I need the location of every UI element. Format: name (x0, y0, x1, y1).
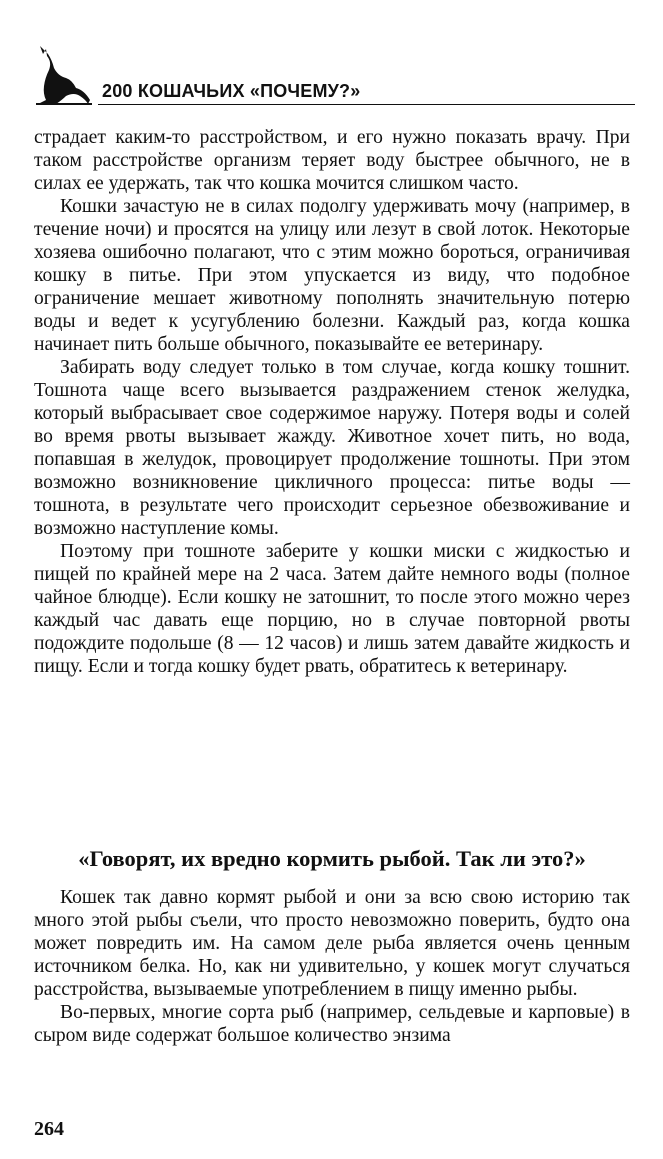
paragraph-3: Забирать воду следует только в том случае, когда кошку тошнит. Тошнота чаще всего вызывается раздражением стенок желудка, который выбрасывает свое содержимое наружу. Потеря воды и солей во время рвоты вызывает жажду. Животное хочет пить, но вода, попавшая в желудок, провоцирует продолжение тошноты. При этом возможно возникновение цикличного процесса: питье воды — тошнота, в результате чего происходит серьезное обезвоживание и возможно наступление комы. (34, 357, 630, 539)
section-paragraph-2: Во-первых, многие сорта рыб (например, сельдевые и карповые) в сыром виде содержат большое количество энзима (34, 1002, 630, 1046)
header-rule (98, 104, 635, 105)
paragraph-1: страдает каким-то расстройством, и его нужно показать врачу. При таком расстройстве организм теряет воду быстрее обычного, не в силах ее удержать, так что кошка мочится слишком часто. (34, 127, 630, 194)
paragraph-2: Кошки зачастую не в силах подолгу удерживать мочу (например, в течение ночи) и просятся на улицу или лезут в свой лоток. Некоторые хозяева ошибочно полагают, что с этим можно бороться, ограничивая кошку в питье. При этом упускается из виду, что подобное ограничение мешает животному пополнять значительную потерю воды и ведет к усугублению болезни. Каждый раз, когда кошка начинает пить больше обычного, показывайте ее ветеринару. (34, 196, 630, 355)
cat-silhouette-icon (32, 40, 92, 106)
running-title: 200 КОШАЧЬИХ «ПОЧЕМУ?» (102, 81, 361, 101)
section-paragraph-1: Кошек так давно кормят рыбой и они за всю свою историю так много этой рыбы съели, что просто невозможно поверить, будто она может повредить им. На самом деле рыба является очень ценным источником белка. Но, как ни удивительно, у кошек могут случаться расстройства, вызываемые употреблением в пищу именно рыбы. (34, 887, 630, 1000)
body-text (34, 126, 630, 678)
paragraph-4: Поэтому при тошноте заберите у кошки миски с жидкостью и пищей по крайней мере на 2 часа. Затем дайте немного воды (полное чайное блюдце). Если кошку не затошнит, то после этого можно через каждый час давать еще порцию, но в случае повторной рвоты подождите подольше (8 — 12 часов) и лишь затем давайте жидкость и пищу. Если и тогда кошку будет рвать, обратитесь к ветеринару. (34, 541, 630, 677)
page-number: 264 (34, 1118, 64, 1140)
running-header (30, 40, 635, 106)
section-body-text (34, 886, 630, 1047)
section-heading: «Говорят, их вредно кормить рыбой. Так ли это?» (78, 846, 586, 871)
